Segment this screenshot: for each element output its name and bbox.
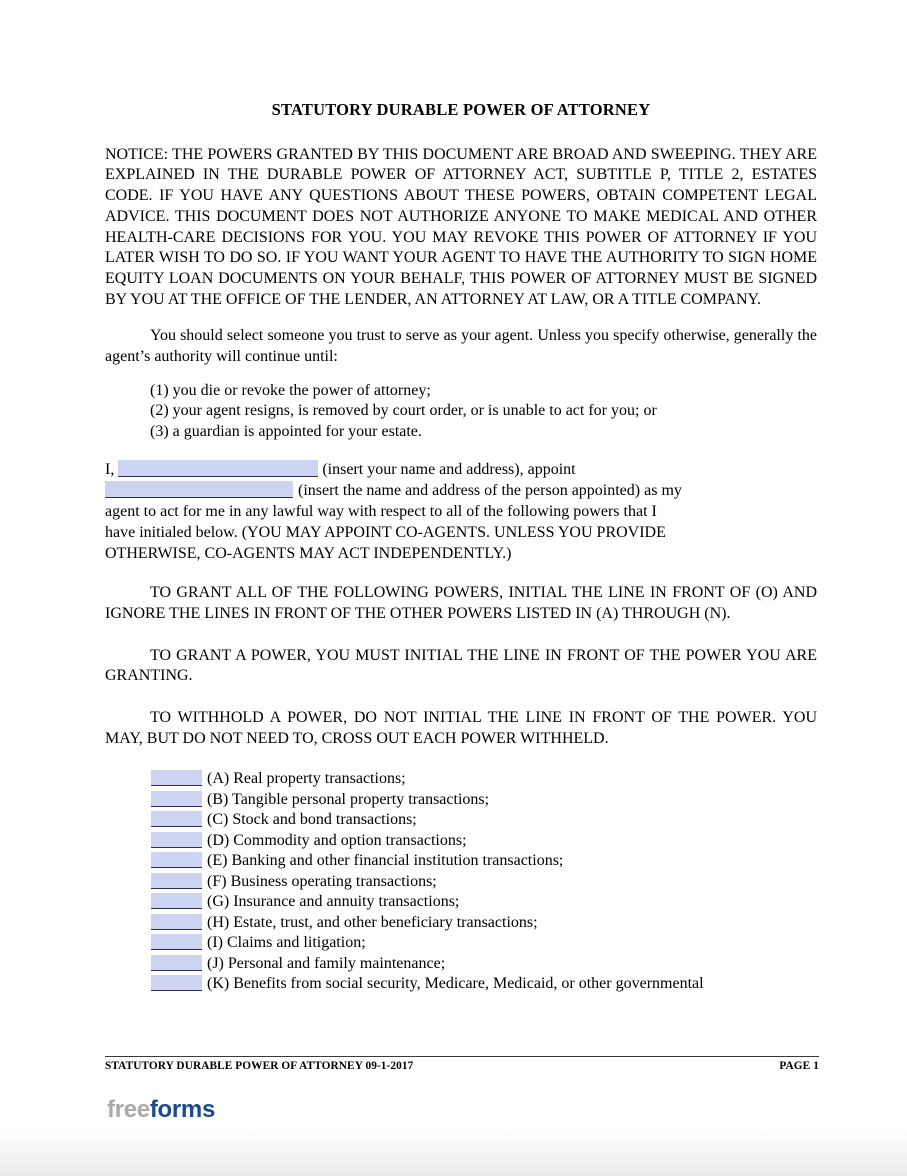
appointment-line-3: agent to act for me in any lawful way with respect to all of the following powers that I [105, 503, 657, 521]
power-item-i [151, 933, 817, 954]
power-text: Personal and family maintenance; [227, 954, 446, 972]
power-item-j [151, 954, 817, 975]
power-label: (G) [207, 893, 230, 911]
power-item-e [151, 851, 817, 872]
power-item-a [151, 769, 817, 790]
footer-document-name: STATUTORY DURABLE POWER OF ATTORNEY 09-1-2017 [105, 1060, 414, 1072]
grant-all-instruction: TO GRANT ALL OF THE FOLLOWING POWERS, INITIAL THE LINE IN FRONT OF (O) AND IGNORE THE LINES IN FRONT OF THE OTHER POWERS LISTED IN (A) THROUGH (N). [105, 584, 817, 622]
initial-line-field-k[interactable] [151, 975, 202, 991]
initial-line-field-a[interactable] [151, 770, 202, 786]
power-text: Real property transactions; [233, 770, 406, 788]
grant-power-instruction: TO GRANT A POWER, YOU MUST INITIAL THE LINE IN FRONT OF THE POWER YOU ARE GRANTING. [105, 646, 817, 685]
power-item-f [151, 872, 817, 893]
power-text: Business operating transactions; [230, 872, 437, 890]
footer-page-number: PAGE 1 [779, 1060, 819, 1072]
freeforms-logo [107, 1096, 215, 1124]
document-content [105, 0, 817, 995]
initial-line-field-c[interactable] [151, 811, 202, 827]
initial-line-field-e[interactable] [151, 852, 202, 868]
power-text: Claims and litigation; [226, 934, 366, 952]
page-footer [105, 1060, 819, 1072]
power-text: Insurance and annuity transactions; [233, 893, 460, 911]
appointment-section [105, 459, 817, 564]
agent-name-address-field[interactable] [105, 481, 293, 498]
appointment-insert-2: (insert the name and address of the person appointed) as my [298, 482, 682, 500]
termination-item-3: (3) a guardian is appointed for your estate. [150, 422, 422, 440]
power-item-d [151, 831, 817, 852]
footer-divider [105, 1056, 819, 1057]
logo-free-text: free [107, 1096, 150, 1123]
appointment-line-4: have initialed below. (YOU MAY APPOINT CO-AGENTS. UNLESS YOU PROVIDE [105, 524, 666, 542]
power-item-b [151, 790, 817, 811]
power-text: Commodity and option transactions; [233, 831, 467, 849]
power-label: (B) [207, 790, 229, 808]
appointment-prefix: I, [105, 461, 115, 479]
power-item-h [151, 913, 817, 934]
power-text: Tangible personal property transactions; [232, 790, 490, 808]
power-label: (D) [207, 831, 230, 849]
power-text: Banking and other financial institution transactions; [231, 852, 564, 870]
appointment-line-1 [105, 459, 817, 480]
power-text: Estate, trust, and other beneficiary transactions; [233, 913, 538, 931]
power-label: (H) [207, 913, 230, 931]
termination-item-2: (2) your agent resigns, is removed by court order, or is unable to act for you; or [150, 402, 657, 420]
principal-name-address-field[interactable] [118, 460, 318, 477]
powers-list [105, 769, 817, 995]
initial-line-field-d[interactable] [151, 832, 202, 848]
power-label: (K) [207, 975, 230, 993]
appointment-line-5: OTHERWISE, CO-AGENTS MAY ACT INDEPENDENTLY.) [105, 545, 512, 563]
logo-forms-text: forms [149, 1096, 216, 1123]
power-label: (J) [207, 954, 224, 972]
power-label: (C) [207, 811, 229, 829]
notice-paragraph: NOTICE: THE POWERS GRANTED BY THIS DOCUMENT ARE BROAD AND SWEEPING. THEY ARE EXPLAINED IN THE DURABLE POWER OF ATTORNEY ACT, SUBTITLE P, TITLE 2, ESTATES CODE. IF YOU HAVE ANY QUESTIONS ABOUT THESE POWERS, OBTAIN COMPETENT LEGAL ADVICE. THIS DOCUMENT DOES NOT AUTHORIZE ANYONE TO MAKE MEDICAL AND OTHER HEALTH-CARE DECISIONS FOR YOU. YOU MAY REVOKE THIS POWER OF ATTORNEY IF YOU LATER WISH TO DO SO. IF YOU WANT YOUR AGENT TO HAVE THE AUTHORITY TO SIGN HOME EQUITY LOAN DOCUMENTS ON YOUR BEHALF, THIS POWER OF ATTORNEY MUST BE SIGNED BY YOU AT THE OFFICE OF THE LENDER, AN ATTORNEY AT LAW, OR A TITLE COMPANY. [105, 145, 817, 308]
appointment-line-2 [105, 480, 817, 501]
power-text: Benefits from social security, Medicare, Medicaid, or other governmental [233, 975, 704, 993]
page-bottom-shadow [0, 1130, 907, 1176]
initial-line-field-j[interactable] [151, 955, 202, 971]
power-text: Stock and bond transactions; [232, 811, 417, 829]
initial-line-field-f[interactable] [151, 873, 202, 889]
power-item-g [151, 892, 817, 913]
termination-list [105, 381, 817, 443]
power-label: (A) [207, 770, 230, 788]
select-agent-paragraph: You should select someone you trust to serve as your agent. Unless you specify otherwise, generally the agent’s authority will continue until: [105, 327, 817, 366]
power-label: (I) [207, 934, 223, 952]
initial-line-field-b[interactable] [151, 791, 202, 807]
withhold-power-instruction: TO WITHHOLD A POWER, DO NOT INITIAL THE LINE IN FRONT OF THE POWER. YOU MAY, BUT DO NOT NEED TO, CROSS OUT EACH POWER WITHHELD. [105, 709, 817, 747]
termination-item-1: (1) you die or revoke the power of attorney; [150, 381, 431, 399]
power-item-k [151, 974, 817, 995]
initial-line-field-h[interactable] [151, 914, 202, 930]
page-title: STATUTORY DURABLE POWER OF ATTORNEY [271, 100, 651, 119]
power-item-c [151, 810, 817, 831]
power-label: (E) [207, 852, 228, 870]
initial-line-field-g[interactable] [151, 893, 202, 909]
power-label: (F) [207, 872, 227, 890]
initial-line-field-i[interactable] [151, 934, 202, 950]
appointment-insert-1: (insert your name and address), appoint [322, 461, 576, 479]
